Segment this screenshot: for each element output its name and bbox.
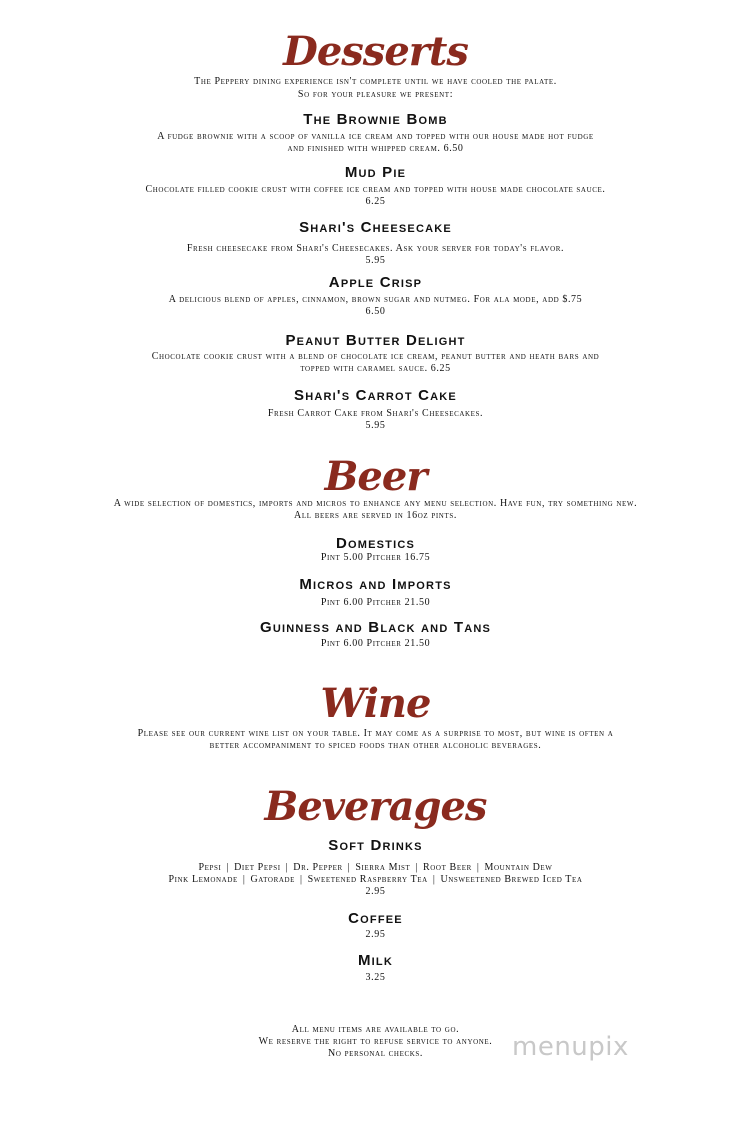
dessert-name-apple-crisp: Apple Crisp xyxy=(328,274,423,291)
desserts-intro-line-2: So for your pleasure we present: xyxy=(297,89,454,100)
soft-drink-item: Gatorade xyxy=(250,874,296,885)
beer-name-guinness: Guinness and Black and Tans xyxy=(259,619,492,636)
wine-heading: Wine xyxy=(320,680,431,727)
soft-drinks-price: 2.95 xyxy=(365,886,386,897)
dessert-name-mud-pie: Mud Pie xyxy=(344,164,407,181)
soft-drink-item: Dr. Pepper xyxy=(293,862,343,873)
soft-drink-item: Root Beer xyxy=(423,862,472,873)
beverage-name-soft-drinks: Soft Drinks xyxy=(328,837,423,854)
beverages-heading: Beverages xyxy=(264,783,487,830)
wine-text-line-2: better accompaniment to spiced foods than other alcoholic beverages. xyxy=(209,740,542,751)
soft-drinks-list-row-2: Pink Lemonade | Gatorade | Sweetened Raspberry Tea | Unsweetened Brewed Iced Tea xyxy=(168,874,583,885)
beer-price-guinness: Pint 6.00 Pitcher 21.50 xyxy=(320,638,431,649)
dessert-name-brownie-bomb: The Brownie Bomb xyxy=(303,111,448,128)
dessert-name-carrot-cake: Shari's Carrot Cake xyxy=(294,387,457,404)
dessert-desc-cheesecake: Fresh cheesecake from Shari's Cheesecakes. Ask your server for today's flavor. xyxy=(186,243,565,254)
soft-drink-item: Unsweetened Brewed Iced Tea xyxy=(440,874,583,885)
beer-heading: Beer xyxy=(324,453,427,500)
dessert-desc-mud-pie: Chocolate filled cookie crust with coffee ice cream and topped with house made chocolate sauce. xyxy=(145,184,606,195)
dessert-desc-brownie-bomb: A fudge brownie with a scoop of vanilla ice cream and topped with our house made hot fudge xyxy=(157,131,594,142)
beer-price-micros-imports: Pint 6.00 Pitcher 21.50 xyxy=(320,597,431,608)
beverage-name-milk: Milk xyxy=(357,952,393,969)
dessert-price-peanut-butter-delight: topped with caramel sauce. 6.25 xyxy=(300,363,451,374)
footer-line-2: We reserve the right to refuse service to anyone. xyxy=(258,1036,493,1047)
soft-drink-item: Diet Pepsi xyxy=(234,862,281,873)
milk-price: 3.25 xyxy=(365,972,386,983)
desserts-heading: Desserts xyxy=(283,28,468,75)
soft-drink-item: Sierra Mist xyxy=(355,862,411,873)
dessert-desc-peanut-butter-delight: Chocolate cookie crust with a blend of chocolate ice cream, peanut butter and heath bars and xyxy=(151,351,600,362)
footer-line-3: No personal checks. xyxy=(328,1048,423,1059)
coffee-price: 2.95 xyxy=(365,929,386,940)
beer-intro-line-1: A wide selection of domestics, imports and micros to enhance any menu selection. Have fun, try something new. xyxy=(113,498,638,509)
soft-drink-item: Sweetened Raspberry Tea xyxy=(307,874,428,885)
dessert-name-peanut-butter-delight: Peanut Butter Delight xyxy=(285,332,466,349)
menupix-watermark: menupix xyxy=(512,1032,629,1062)
dessert-price-brownie-bomb: and finished with whipped cream. 6.50 xyxy=(287,143,464,154)
beer-price-domestics: Pint 5.00 Pitcher 16.75 xyxy=(320,552,431,563)
beverage-name-coffee: Coffee xyxy=(348,910,403,927)
beer-intro-line-2: All beers are served in 16oz pints. xyxy=(294,510,457,521)
beer-name-domestics: Domestics xyxy=(335,535,416,552)
soft-drink-item: Pink Lemonade xyxy=(168,874,238,885)
soft-drinks-list-row-1: Pepsi | Diet Pepsi | Dr. Pepper | Sierra Mist | Root Beer | Mountain Dew xyxy=(198,862,553,873)
footer-line-1: All menu items are available to go. xyxy=(291,1024,460,1035)
wine-text-line-1: Please see our current wine list on your table. It may come as a surprise to most, but wine is often a xyxy=(137,728,614,739)
dessert-price-apple-crisp: 6.50 xyxy=(365,306,386,317)
dessert-desc-carrot-cake: Fresh Carrot Cake from Shari's Cheesecakes. xyxy=(267,408,484,419)
dessert-price-mud-pie: 6.25 xyxy=(365,196,386,207)
dessert-price-carrot-cake: 5.95 xyxy=(365,420,386,431)
soft-drink-item: Pepsi xyxy=(198,862,222,873)
dessert-price-cheesecake: 5.95 xyxy=(365,255,386,266)
beer-name-micros-imports: Micros and Imports xyxy=(299,576,452,593)
soft-drink-item: Mountain Dew xyxy=(484,862,553,873)
dessert-name-cheesecake: Shari's Cheesecake xyxy=(299,219,452,236)
desserts-intro-line-1: The Peppery dining experience isn't complete until we have cooled the palate. xyxy=(194,76,557,87)
dessert-desc-apple-crisp: A delicious blend of apples, cinnamon, brown sugar and nutmeg. For ala mode, add $.75 xyxy=(168,294,583,305)
